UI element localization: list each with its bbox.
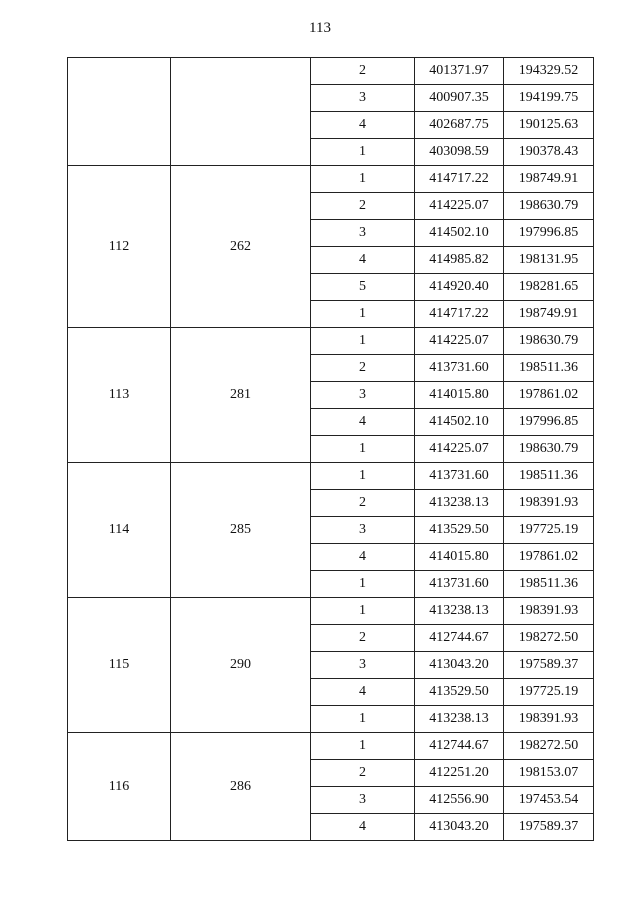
y-coordinate-cell: 197996.85	[504, 220, 594, 247]
x-coordinate-cell: 413529.50	[415, 679, 504, 706]
y-coordinate-cell: 198630.79	[504, 193, 594, 220]
table-row	[68, 166, 594, 193]
x-coordinate-cell: 414225.07	[415, 193, 504, 220]
point-number-cell: 1	[311, 139, 415, 166]
y-coordinate-cell: 194199.75	[504, 85, 594, 112]
y-coordinate-cell: 198511.36	[504, 463, 594, 490]
y-coordinate-cell: 198630.79	[504, 328, 594, 355]
coordinates-table-body	[68, 58, 594, 841]
x-coordinate-cell: 413731.60	[415, 463, 504, 490]
area-cell: 281	[171, 328, 311, 463]
x-coordinate-cell: 412744.67	[415, 733, 504, 760]
point-number-cell: 3	[311, 382, 415, 409]
area-cell: 290	[171, 598, 311, 733]
area-cell: 262	[171, 166, 311, 328]
x-coordinate-cell: 414225.07	[415, 436, 504, 463]
table-row	[68, 58, 594, 85]
y-coordinate-cell: 198272.50	[504, 733, 594, 760]
point-number-cell: 2	[311, 625, 415, 652]
point-number-cell: 1	[311, 571, 415, 598]
point-number-cell: 3	[311, 652, 415, 679]
area-cell: 285	[171, 463, 311, 598]
x-coordinate-cell: 412251.20	[415, 760, 504, 787]
y-coordinate-cell: 197589.37	[504, 652, 594, 679]
y-coordinate-cell: 197861.02	[504, 544, 594, 571]
area-cell	[171, 58, 311, 166]
y-coordinate-cell: 194329.52	[504, 58, 594, 85]
point-number-cell: 2	[311, 193, 415, 220]
x-coordinate-cell: 401371.97	[415, 58, 504, 85]
point-number-cell: 2	[311, 355, 415, 382]
y-coordinate-cell: 190378.43	[504, 139, 594, 166]
y-coordinate-cell: 198391.93	[504, 490, 594, 517]
object-number-cell: 112	[68, 166, 171, 328]
point-number-cell: 3	[311, 85, 415, 112]
coordinates-table	[67, 57, 594, 841]
y-coordinate-cell: 198281.65	[504, 274, 594, 301]
point-number-cell: 1	[311, 166, 415, 193]
point-number-cell: 1	[311, 328, 415, 355]
point-number-cell: 2	[311, 58, 415, 85]
x-coordinate-cell: 414015.80	[415, 544, 504, 571]
point-number-cell: 2	[311, 760, 415, 787]
point-number-cell: 1	[311, 436, 415, 463]
object-number-cell: 113	[68, 328, 171, 463]
table-row	[68, 463, 594, 490]
table-row	[68, 598, 594, 625]
y-coordinate-cell: 197589.37	[504, 814, 594, 841]
x-coordinate-cell: 413043.20	[415, 814, 504, 841]
point-number-cell: 1	[311, 733, 415, 760]
area-cell: 286	[171, 733, 311, 841]
point-number-cell: 1	[311, 301, 415, 328]
table-row	[68, 733, 594, 760]
y-coordinate-cell: 198749.91	[504, 166, 594, 193]
x-coordinate-cell: 413731.60	[415, 571, 504, 598]
point-number-cell: 3	[311, 220, 415, 247]
y-coordinate-cell: 197725.19	[504, 679, 594, 706]
point-number-cell: 4	[311, 544, 415, 571]
y-coordinate-cell: 197453.54	[504, 787, 594, 814]
y-coordinate-cell: 197861.02	[504, 382, 594, 409]
page-number: 113	[309, 20, 331, 36]
object-number-cell: 114	[68, 463, 171, 598]
x-coordinate-cell: 413731.60	[415, 355, 504, 382]
x-coordinate-cell: 413238.13	[415, 598, 504, 625]
point-number-cell: 4	[311, 247, 415, 274]
x-coordinate-cell: 413043.20	[415, 652, 504, 679]
x-coordinate-cell: 413238.13	[415, 490, 504, 517]
x-coordinate-cell: 414502.10	[415, 409, 504, 436]
y-coordinate-cell: 197996.85	[504, 409, 594, 436]
point-number-cell: 5	[311, 274, 415, 301]
point-number-cell: 3	[311, 517, 415, 544]
y-coordinate-cell: 198272.50	[504, 625, 594, 652]
y-coordinate-cell: 198131.95	[504, 247, 594, 274]
point-number-cell: 1	[311, 598, 415, 625]
y-coordinate-cell: 198391.93	[504, 598, 594, 625]
point-number-cell: 3	[311, 787, 415, 814]
x-coordinate-cell: 403098.59	[415, 139, 504, 166]
x-coordinate-cell: 413529.50	[415, 517, 504, 544]
object-number-cell	[68, 58, 171, 166]
x-coordinate-cell: 402687.75	[415, 112, 504, 139]
y-coordinate-cell: 198511.36	[504, 571, 594, 598]
y-coordinate-cell: 198153.07	[504, 760, 594, 787]
x-coordinate-cell: 414717.22	[415, 166, 504, 193]
x-coordinate-cell: 414225.07	[415, 328, 504, 355]
table-row	[68, 328, 594, 355]
y-coordinate-cell: 198749.91	[504, 301, 594, 328]
y-coordinate-cell: 197725.19	[504, 517, 594, 544]
x-coordinate-cell: 414015.80	[415, 382, 504, 409]
point-number-cell: 1	[311, 463, 415, 490]
y-coordinate-cell: 198630.79	[504, 436, 594, 463]
object-number-cell: 115	[68, 598, 171, 733]
point-number-cell: 1	[311, 706, 415, 733]
point-number-cell: 4	[311, 679, 415, 706]
point-number-cell: 4	[311, 409, 415, 436]
x-coordinate-cell: 414717.22	[415, 301, 504, 328]
y-coordinate-cell: 198511.36	[504, 355, 594, 382]
y-coordinate-cell: 190125.63	[504, 112, 594, 139]
x-coordinate-cell: 412744.67	[415, 625, 504, 652]
y-coordinate-cell: 198391.93	[504, 706, 594, 733]
x-coordinate-cell: 414920.40	[415, 274, 504, 301]
x-coordinate-cell: 400907.35	[415, 85, 504, 112]
object-number-cell: 116	[68, 733, 171, 841]
point-number-cell: 4	[311, 814, 415, 841]
point-number-cell: 4	[311, 112, 415, 139]
x-coordinate-cell: 414985.82	[415, 247, 504, 274]
point-number-cell: 2	[311, 490, 415, 517]
x-coordinate-cell: 414502.10	[415, 220, 504, 247]
x-coordinate-cell: 413238.13	[415, 706, 504, 733]
x-coordinate-cell: 412556.90	[415, 787, 504, 814]
